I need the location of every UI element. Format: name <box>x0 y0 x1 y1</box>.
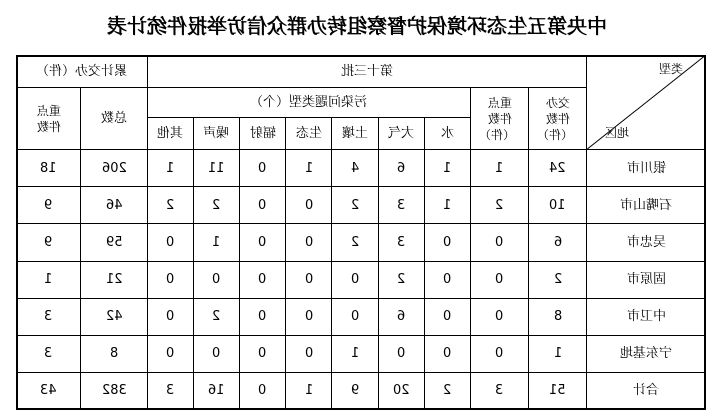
type-soil: 土壤 <box>332 118 378 150</box>
other-cell: 3 <box>147 372 193 409</box>
noise-cell: 16 <box>193 372 239 409</box>
air-cell: 6 <box>378 298 424 335</box>
other-cell: 0 <box>147 335 193 372</box>
region-cell: 吴忠市 <box>587 224 706 261</box>
water-cell: 1 <box>424 150 470 187</box>
soil-cell: 9 <box>332 372 378 409</box>
table-border <box>16 55 706 410</box>
water-cell: 1 <box>424 187 470 224</box>
water-cell: 0 <box>424 298 470 335</box>
cumulative-header: 累计交办（件） <box>17 56 148 88</box>
ecology-cell: 0 <box>286 187 332 224</box>
soil-cell: 1 <box>332 335 378 372</box>
ecology-cell: 0 <box>286 224 332 261</box>
cum-key-cell: 18 <box>17 150 81 187</box>
type-air: 大气 <box>378 118 424 150</box>
key-cases-cell: 0 <box>470 224 528 261</box>
region-cell: 银川市 <box>587 150 706 187</box>
key-cases-cell: 0 <box>470 298 528 335</box>
key-cases-cell: 0 <box>470 261 528 298</box>
radiation-cell: 0 <box>239 298 285 335</box>
assigned-cell: 1 <box>529 335 587 372</box>
pollution-types-header: 污染问题类型（个） <box>147 88 470 118</box>
cum-key-cell: 3 <box>17 335 81 372</box>
ecology-cell: 0 <box>286 335 332 372</box>
radiation-cell: 0 <box>239 224 285 261</box>
region-label: 地区 <box>605 126 630 141</box>
water-cell: 0 <box>424 261 470 298</box>
type-ecology: 生态 <box>286 118 332 150</box>
assigned-cell: 10 <box>529 187 587 224</box>
air-cell: 6 <box>378 150 424 187</box>
other-cell: 0 <box>147 261 193 298</box>
key-cases-cell: 3 <box>470 372 528 409</box>
ecology-cell: 1 <box>286 150 332 187</box>
noise-cell: 11 <box>193 150 239 187</box>
other-cell: 0 <box>147 298 193 335</box>
cum-total-cell: 21 <box>81 261 147 298</box>
key-cases-cell: 1 <box>470 150 528 187</box>
noise-cell: 2 <box>193 187 239 224</box>
radiation-cell: 0 <box>239 335 285 372</box>
cum-key-cell: 3 <box>17 298 81 335</box>
radiation-cell: 0 <box>239 261 285 298</box>
ecology-cell: 1 <box>286 372 332 409</box>
cum-total-cell: 206 <box>81 150 147 187</box>
assigned-header: 交办件数（件） <box>529 88 587 150</box>
soil-cell: 0 <box>332 261 378 298</box>
assigned-cell: 51 <box>529 372 587 409</box>
cum-key-cell: 9 <box>17 187 81 224</box>
cum-total-header: 总数 <box>81 88 147 150</box>
radiation-cell: 0 <box>239 187 285 224</box>
batch-header: 第十三批 <box>147 56 587 88</box>
noise-cell: 1 <box>193 224 239 261</box>
type-label: 类型 <box>658 62 683 76</box>
cum-total-cell: 382 <box>81 372 147 409</box>
cum-key-header: 重点件数 <box>17 88 81 150</box>
type-noise: 噪声 <box>193 118 239 150</box>
water-cell: 2 <box>424 372 470 409</box>
air-cell: 0 <box>378 335 424 372</box>
region-cell: 石嘴山市 <box>587 187 706 224</box>
cum-total-cell: 42 <box>81 298 147 335</box>
ecology-cell: 0 <box>286 298 332 335</box>
cum-total-cell: 8 <box>81 335 147 372</box>
noise-cell: 0 <box>193 335 239 372</box>
other-cell: 0 <box>147 224 193 261</box>
cum-key-cell: 9 <box>17 224 81 261</box>
region-cell: 宁东基地 <box>587 335 706 372</box>
page-title: 中央第五生态环境保护督察组转办群众信访举报件统计表 <box>107 14 607 38</box>
type-other: 其他 <box>147 118 193 150</box>
noise-cell: 0 <box>193 261 239 298</box>
region-cell: 固原市 <box>587 261 706 298</box>
air-cell: 3 <box>378 187 424 224</box>
assigned-cell: 24 <box>529 150 587 187</box>
cum-total-cell: 46 <box>81 187 147 224</box>
cum-key-cell: 1 <box>17 261 81 298</box>
type-radiation: 辐射 <box>239 118 285 150</box>
region-cell: 合计 <box>587 372 706 409</box>
air-cell: 20 <box>378 372 424 409</box>
radiation-cell: 0 <box>239 372 285 409</box>
air-cell: 3 <box>378 224 424 261</box>
key-cases-cell: 0 <box>470 335 528 372</box>
soil-cell: 2 <box>332 224 378 261</box>
type-water: 水 <box>424 118 470 150</box>
ecology-cell: 0 <box>286 261 332 298</box>
noise-cell: 2 <box>193 298 239 335</box>
water-cell: 0 <box>424 224 470 261</box>
other-cell: 1 <box>147 150 193 187</box>
other-cell: 2 <box>147 187 193 224</box>
key-cases-cell: 2 <box>470 187 528 224</box>
air-cell: 2 <box>378 261 424 298</box>
radiation-cell: 0 <box>239 150 285 187</box>
assigned-cell: 2 <box>529 261 587 298</box>
assigned-cell: 6 <box>529 224 587 261</box>
soil-cell: 4 <box>332 150 378 187</box>
key-cases-header: 重点件数（件） <box>470 88 528 150</box>
soil-cell: 2 <box>332 187 378 224</box>
soil-cell: 0 <box>332 298 378 335</box>
cum-key-cell: 43 <box>17 372 81 409</box>
region-cell: 中卫市 <box>587 298 706 335</box>
water-cell: 0 <box>424 335 470 372</box>
assigned-cell: 8 <box>529 298 587 335</box>
cum-total-cell: 59 <box>81 224 147 261</box>
